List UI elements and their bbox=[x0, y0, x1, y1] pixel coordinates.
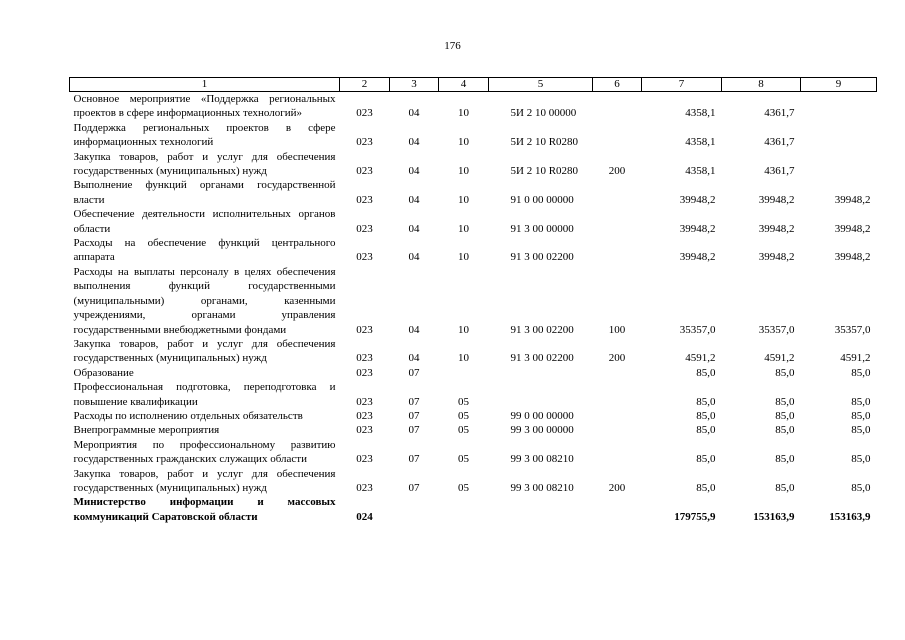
row-name: Внепрограммные мероприятия bbox=[73, 424, 220, 437]
amount-col9: 39948,2 bbox=[834, 251, 871, 264]
expense-type bbox=[593, 121, 642, 150]
target-article bbox=[489, 495, 593, 524]
section-code: 04 bbox=[408, 136, 420, 149]
amount-col9: 39948,2 bbox=[834, 222, 871, 235]
amount-col8: 4361,7 bbox=[764, 165, 795, 178]
section-code: 07 bbox=[408, 395, 420, 408]
expense-type bbox=[593, 207, 642, 236]
row-name: Образование bbox=[73, 366, 134, 379]
target-article: 91 3 00 02200 bbox=[510, 352, 574, 365]
ministry-code: 023 bbox=[356, 136, 373, 149]
column-header: 1 bbox=[70, 78, 340, 92]
section-code bbox=[390, 495, 439, 524]
expense-type bbox=[593, 423, 642, 437]
amount-col9: 35357,0 bbox=[834, 323, 871, 336]
amount-col7: 39948,2 bbox=[679, 193, 716, 206]
amount-col9: 85,0 bbox=[851, 395, 871, 408]
row-name: Расходы на выплаты персоналу в целях обеспечения выполнения функций государственными (муниципальными) органами, казенными учреждениями, органами управления государственными внебюджетными фондами bbox=[73, 265, 336, 336]
amount-col8: 4591,2 bbox=[764, 352, 795, 365]
ministry-code: 023 bbox=[356, 481, 373, 494]
ministry-code: 023 bbox=[356, 107, 373, 120]
expense-type bbox=[593, 366, 642, 380]
amount-col9: 85,0 bbox=[851, 453, 871, 466]
subsection-code: 10 bbox=[458, 323, 469, 336]
target-article: 99 3 00 08210 bbox=[510, 453, 574, 466]
amount-col7: 4358,1 bbox=[685, 136, 716, 149]
subsection-code: 05 bbox=[458, 395, 469, 408]
row-name: Министерство информации и массовых коммуникаций Саратовской области bbox=[73, 496, 336, 523]
amount-col7: 85,0 bbox=[696, 424, 716, 437]
table-row bbox=[70, 467, 877, 496]
amount-col7: 85,0 bbox=[696, 409, 716, 422]
subsection-code: 10 bbox=[458, 352, 469, 365]
amount-col9: 153163,9 bbox=[829, 510, 871, 523]
ministry-code: 023 bbox=[356, 352, 373, 365]
amount-col8: 39948,2 bbox=[758, 251, 795, 264]
expense-type: 200 bbox=[608, 481, 626, 494]
section-code: 04 bbox=[408, 251, 420, 264]
section-code: 04 bbox=[408, 193, 420, 206]
amount-col9 bbox=[801, 92, 877, 121]
subsection-code: 10 bbox=[458, 251, 469, 264]
table-body bbox=[70, 92, 877, 525]
expense-type bbox=[593, 495, 642, 524]
amount-col7: 4358,1 bbox=[685, 107, 716, 120]
expense-type bbox=[593, 438, 642, 467]
column-header: 7 bbox=[642, 78, 722, 92]
ministry-code: 023 bbox=[356, 222, 373, 235]
amount-col8: 4361,7 bbox=[764, 136, 795, 149]
row-name: Профессиональная подготовка, переподготовка и повышение квалификации bbox=[73, 381, 336, 408]
column-header: 6 bbox=[593, 78, 642, 92]
amount-col7: 85,0 bbox=[696, 366, 716, 379]
ministry-code: 023 bbox=[356, 395, 373, 408]
subsection-code: 05 bbox=[458, 409, 469, 422]
row-name: Закупка товаров, работ и услуг для обеспечения государственных (муниципальных) нужд bbox=[73, 337, 336, 365]
table-row bbox=[70, 92, 877, 121]
amount-col8: 85,0 bbox=[775, 409, 795, 422]
amount-col7: 4591,2 bbox=[685, 352, 716, 365]
expense-type bbox=[593, 236, 642, 265]
subsection-code bbox=[439, 366, 489, 380]
ministry-code: 023 bbox=[356, 453, 373, 466]
budget-table bbox=[69, 77, 877, 524]
table-row bbox=[70, 423, 877, 437]
expense-type bbox=[593, 178, 642, 207]
amount-col8: 39948,2 bbox=[758, 193, 795, 206]
subsection-code: 10 bbox=[458, 165, 469, 178]
row-name: Мероприятия по профессиональному развитию государственных гражданских служащих области bbox=[73, 438, 336, 466]
ministry-code: 023 bbox=[356, 424, 373, 437]
ministry-code: 023 bbox=[356, 193, 373, 206]
target-article: 91 3 00 02200 bbox=[510, 323, 574, 336]
row-name: Закупка товаров, работ и услуг для обеспечения государственных (муниципальных) нужд bbox=[73, 150, 336, 178]
column-header: 5 bbox=[489, 78, 593, 92]
row-name: Основное мероприятие «Поддержка региональных проектов в сфере информационных технологий» bbox=[73, 93, 336, 120]
ministry-code: 023 bbox=[356, 366, 373, 379]
column-header: 8 bbox=[722, 78, 801, 92]
target-article bbox=[489, 366, 593, 380]
expense-type bbox=[593, 409, 642, 423]
target-article: 99 0 00 00000 bbox=[510, 409, 574, 422]
table-row bbox=[70, 150, 877, 179]
table-row bbox=[70, 438, 877, 467]
section-code: 04 bbox=[408, 222, 420, 235]
section-code: 07 bbox=[408, 409, 420, 422]
amount-col9 bbox=[801, 150, 877, 179]
subsection-code: 10 bbox=[458, 222, 469, 235]
amount-col7: 85,0 bbox=[696, 395, 716, 408]
row-name: Расходы на обеспечение функций центрального аппарата bbox=[73, 237, 336, 264]
target-article: 91 0 00 00000 bbox=[510, 193, 574, 206]
subsection-code bbox=[439, 495, 489, 524]
target-article: 99 3 00 00000 bbox=[510, 424, 574, 437]
target-article: 5И 2 10 R0280 bbox=[510, 136, 579, 149]
amount-col8: 85,0 bbox=[775, 481, 795, 494]
ministry-code: 023 bbox=[356, 165, 373, 178]
amount-col8: 39948,2 bbox=[758, 222, 795, 235]
ministry-code: 023 bbox=[356, 323, 373, 336]
header-row bbox=[70, 78, 877, 92]
expense-type bbox=[593, 92, 642, 121]
target-article: 91 3 00 00000 bbox=[510, 222, 574, 235]
table-row bbox=[70, 366, 877, 380]
target-article: 91 3 00 02200 bbox=[510, 251, 574, 264]
expense-type: 200 bbox=[608, 352, 626, 365]
section-code: 07 bbox=[408, 366, 420, 379]
subsection-code: 05 bbox=[458, 424, 469, 437]
amount-col7: 85,0 bbox=[696, 453, 716, 466]
subsection-code: 05 bbox=[458, 453, 469, 466]
table-header bbox=[70, 78, 877, 92]
row-name: Расходы по исполнению отдельных обязательств bbox=[73, 409, 303, 422]
section-code: 07 bbox=[408, 481, 420, 494]
section-code: 04 bbox=[408, 323, 420, 336]
amount-col7: 39948,2 bbox=[679, 222, 716, 235]
target-article bbox=[489, 380, 593, 409]
column-header: 3 bbox=[390, 78, 439, 92]
column-header: 2 bbox=[340, 78, 390, 92]
target-article: 5И 2 10 R0280 bbox=[510, 165, 579, 178]
section-code: 04 bbox=[408, 352, 420, 365]
table-row bbox=[70, 495, 877, 524]
amount-col9: 85,0 bbox=[851, 424, 871, 437]
row-name: Закупка товаров, работ и услуг для обеспечения государственных (муниципальных) нужд bbox=[73, 467, 336, 494]
amount-col9: 39948,2 bbox=[834, 193, 871, 206]
amount-col9: 85,0 bbox=[851, 409, 871, 422]
amount-col7: 85,0 bbox=[696, 481, 716, 494]
amount-col9: 85,0 bbox=[851, 481, 871, 494]
amount-col8: 35357,0 bbox=[758, 323, 795, 336]
amount-col8: 85,0 bbox=[775, 424, 795, 437]
amount-col8: 85,0 bbox=[775, 453, 795, 466]
target-article: 5И 2 10 00000 bbox=[510, 107, 577, 120]
amount-col9: 85,0 bbox=[851, 366, 871, 379]
ministry-code: 024 bbox=[356, 510, 373, 523]
page-number: 176 bbox=[444, 40, 461, 52]
subsection-code: 10 bbox=[458, 193, 469, 206]
table-row bbox=[70, 236, 877, 265]
amount-col9: 4591,2 bbox=[840, 352, 871, 365]
amount-col7: 4358,1 bbox=[685, 165, 716, 178]
amount-col8: 153163,9 bbox=[753, 510, 795, 523]
amount-col8: 85,0 bbox=[775, 366, 795, 379]
section-code: 04 bbox=[408, 165, 420, 178]
ministry-code: 023 bbox=[356, 409, 373, 422]
row-name: Обеспечение деятельности исполнительных органов области bbox=[73, 208, 336, 235]
target-article: 99 3 00 08210 bbox=[510, 481, 574, 494]
subsection-code: 10 bbox=[458, 136, 469, 149]
table-row bbox=[70, 337, 877, 366]
column-header: 4 bbox=[439, 78, 489, 92]
subsection-code: 10 bbox=[458, 107, 469, 120]
section-code: 07 bbox=[408, 424, 420, 437]
ministry-code: 023 bbox=[356, 251, 373, 264]
table-row bbox=[70, 409, 877, 423]
section-code: 07 bbox=[408, 453, 420, 466]
table-row bbox=[70, 121, 877, 150]
subsection-code: 05 bbox=[458, 481, 469, 494]
amount-col7: 35357,0 bbox=[679, 323, 716, 336]
table-row bbox=[70, 207, 877, 236]
expense-type: 100 bbox=[608, 323, 626, 336]
amount-col9 bbox=[801, 121, 877, 150]
amount-col7: 179755,9 bbox=[674, 510, 716, 523]
amount-col8: 4361,7 bbox=[764, 107, 795, 120]
column-header: 9 bbox=[801, 78, 877, 92]
amount-col7: 39948,2 bbox=[679, 251, 716, 264]
expense-type bbox=[593, 380, 642, 409]
amount-col8: 85,0 bbox=[775, 395, 795, 408]
row-name: Выполнение функций органами государственной власти bbox=[73, 179, 336, 206]
table-row bbox=[70, 265, 877, 337]
section-code: 04 bbox=[408, 107, 420, 120]
expense-type: 200 bbox=[608, 165, 626, 178]
table-row bbox=[70, 178, 877, 207]
table-row bbox=[70, 380, 877, 409]
row-name: Поддержка региональных проектов в сфере информационных технологий bbox=[73, 121, 336, 149]
